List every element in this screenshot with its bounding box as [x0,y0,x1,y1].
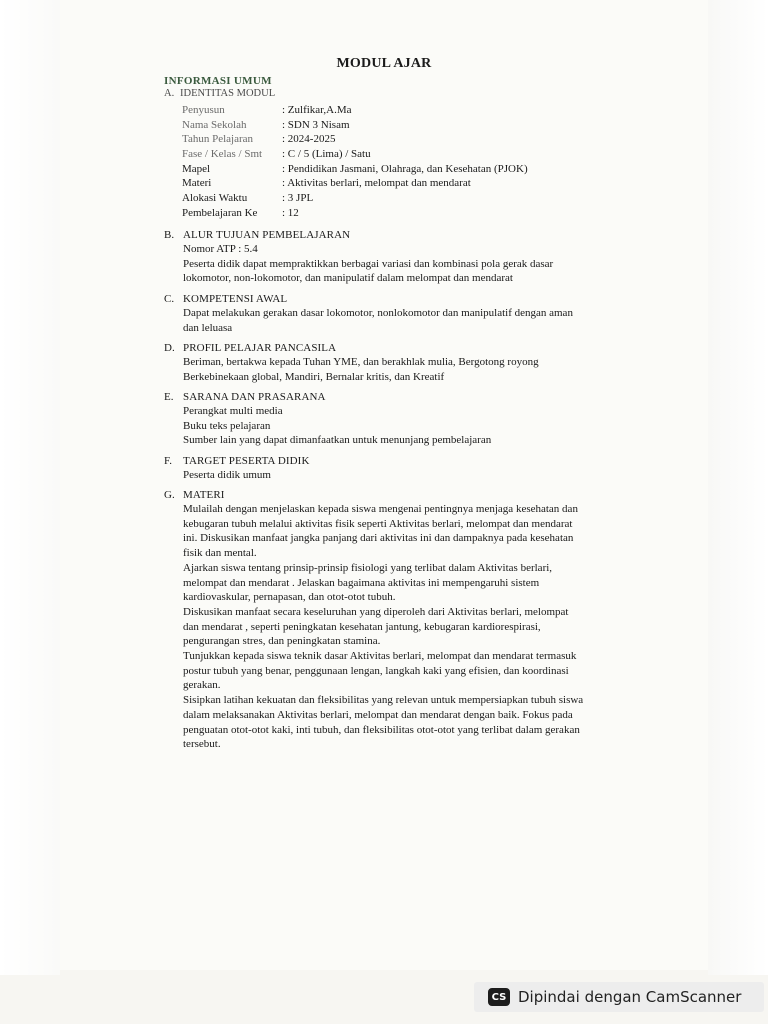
body-line: Beriman, bertakwa kepada Tuhan YME, dan berakhlak mulia, Bergotong royong [183,356,539,368]
scan-margin-left [0,0,60,975]
section-letter: C. [164,293,175,305]
body-line: Mulailah dengan menjelaskan kepada siswa mengenai pentingnya menjaga kesehatan dan [183,503,578,515]
body-line: Tunjukkan kepada siswa teknik dasar Aktivitas berlari, melompat dan mendarat termasuk [183,650,577,663]
section-letter: D. [164,342,175,354]
document-title: MODUL AJAR [336,56,432,71]
identity-value: : C / 5 (Lima) / Satu [282,148,371,161]
section-f-body [183,468,608,483]
body-line: pengurangan stres, dan peningkatan stamina. [183,635,381,648]
body-line: Peserta didik dapat mempraktikkan berbagai variasi dan kombinasi pola gerak dasar [183,257,554,270]
body-line: kebugaran tubuh melalui aktivitas fisik seperti Aktivitas berlari, melompat dan mendarat [183,517,573,530]
identity-label: Penyusun [182,104,225,116]
section-d [164,341,608,384]
body-line: melompat dan mendarat . Jelaskan bagaimana aktivitas ini mempengaruhi sistem [183,576,540,589]
identity-label: Tahun Pelajaran [182,133,254,146]
body-line: gerakan. [183,679,221,692]
section-letter: B. [164,229,175,241]
section-b [164,228,608,286]
body-line: Buku teks pelajaran [183,419,271,432]
body-line: Diskusikan manfaat secara keseluruhan yang diperoleh dari Aktivitas berlari, melompat [183,605,569,618]
identity-value: : Aktivitas berlari, melompat dan mendarat [282,177,471,190]
section-title: ALUR TUJUAN PEMBELAJARAN [183,229,351,241]
identity-value: : SDN 3 Nisam [282,118,350,131]
section-letter: E. [164,391,174,403]
identity-row [182,162,528,177]
section-title: MATERI [183,489,225,501]
body-line: kardiovaskular, pernapasan, dan otot-otot tubuh. [183,591,396,604]
body-line: Dapat melakukan gerakan dasar lokomotor, nonlokomotor dan manipulatif dengan aman [183,307,573,319]
body-line: dan mendarat , seperti peningkatan kesehatan jantung, kebugaran kardiorespirasi, [183,620,541,633]
section-a-title: IDENTITAS MODUL [180,88,276,99]
identity-label: Fase / Kelas / Smt [182,148,263,161]
camscanner-label: Dipindai dengan CamScanner [518,988,742,1006]
body-line: Berkebinekaan global, Mandiri, Bernalar kritis, dan Kreatif [183,370,445,383]
section-c [164,292,608,335]
body-line: dan leluasa [183,321,233,334]
scan-margin-right [708,0,768,975]
section-title: SARANA DAN PRASARANA [183,391,326,403]
body-line: Sisipkan latihan kekuatan dan fleksibilitas yang relevan untuk mempersiapkan tubuh siswa [183,694,584,707]
identity-row [182,118,528,133]
body-line: dalam melaksanakan Aktivitas berlari, melompat dan mendarat dengan baik. Fokus pada [183,708,573,721]
body-line: lokomotor, non-lokomotor, dan manipulatif dalam melompat dan mendarat [183,272,513,285]
identity-label: Pembelajaran Ke [182,206,258,219]
section-e [164,390,608,448]
identity-table [182,103,528,221]
identity-label: Alokasi Waktu [182,192,248,205]
identity-value: : Pendidikan Jasmani, Olahraga, dan Kesehatan (PJOK) [282,162,528,175]
body-line: Nomor ATP : 5.4 [183,243,258,255]
body-line: Peserta didik umum [183,469,271,481]
identity-label: Mapel [182,162,211,175]
identity-row [182,103,528,118]
section-e-body [183,404,608,448]
section-g-heading [164,488,608,502]
body-line: Perangkat multi media [183,405,283,417]
section-letter: F. [164,455,172,467]
camscanner-watermark [474,982,764,1012]
section-c-heading [164,292,608,306]
body-line: penguatan otot-otot kaki, inti tubuh, dan fleksibilitas otot-otot yang terlibat dalam gerakan [183,723,580,736]
body-line: Sumber lain yang dapat dimanfaatkan untuk menunjang pembelajaran [183,434,492,447]
identity-label: Nama Sekolah [182,118,247,131]
identity-value: : Zulfikar,A.Ma [282,104,352,116]
body-line: tersebut. [183,738,221,751]
identity-row [182,176,528,191]
identity-row [182,191,528,206]
identity-value: : 12 [282,206,299,219]
identity-row [182,132,528,147]
section-g [164,488,608,752]
section-b-body [183,242,608,286]
body-line: ini. Diskusikan manfaat jangka panjang dari aktivitas ini dan dampaknya pada kesehatan [183,532,574,545]
section-a-letter: A. [164,88,175,99]
section-g-body [183,502,608,752]
section-c-body [183,306,608,335]
identity-value: : 3 JPL [282,192,314,205]
section-title: PROFIL PELAJAR PANCASILA [183,342,337,354]
document-page [60,0,708,970]
section-b-heading [164,228,608,242]
section-a-heading [164,88,275,99]
body-line: Ajarkan siswa tentang prinsip-prinsip fisiologi yang terlibat dalam Aktivitas berlari, [183,561,553,574]
section-d-heading [164,341,608,355]
body-line: postur tubuh yang benar, penggunaan lengan, langkah kaki yang efisien, dan koordinasi [183,664,569,677]
section-f-heading [164,454,608,468]
identity-row [182,206,528,221]
section-d-body [183,355,608,384]
camscanner-logo-icon: CS [488,988,510,1006]
section-title: KOMPETENSI AWAL [183,293,288,305]
body-line: fisik dan mental. [183,547,257,560]
section-letter: G. [164,489,175,501]
identity-row [182,147,528,162]
section-e-heading [164,390,608,404]
section-f [164,454,608,483]
identity-label: Materi [182,177,212,190]
identity-value: : 2024-2025 [282,133,336,146]
section-title: TARGET PESERTA DIDIK [183,455,310,467]
info-heading: INFORMASI UMUM [164,75,272,87]
